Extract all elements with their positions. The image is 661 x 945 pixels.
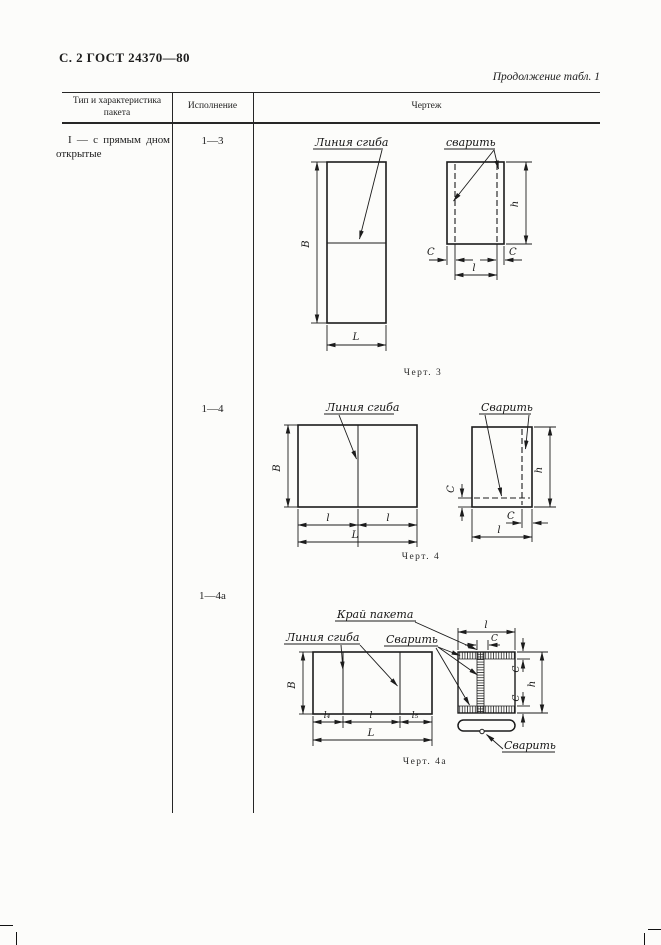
variant-1-4a: 1—4а xyxy=(199,590,226,602)
dim-C-left-label: С xyxy=(427,247,435,258)
package-edge-label: Край пакета xyxy=(337,608,414,621)
weld-leader-2 xyxy=(494,150,499,169)
variant-1-3: 1—3 xyxy=(201,135,224,147)
fold-line-leader xyxy=(360,150,383,239)
crop-mark-bottom-left-h xyxy=(0,925,13,926)
dim-B-label: В xyxy=(301,240,312,248)
fold-line-label: Линия сгиба xyxy=(315,136,389,149)
dim-h-label: h xyxy=(534,466,545,474)
dim-C-left-label: С xyxy=(446,485,457,493)
dim-h-label: h xyxy=(510,200,521,208)
dim-h-label: h xyxy=(527,680,538,688)
crop-mark-bottom-right-v xyxy=(644,933,645,945)
column-header-variant: Исполнение xyxy=(187,101,238,111)
weld-bottom-label: Сварить xyxy=(504,739,556,752)
weld-bottom-leader xyxy=(487,735,504,750)
dim-C-band-bottom-label: С xyxy=(512,694,522,702)
crop-mark-bottom-right-h xyxy=(648,929,661,930)
table-top-rule xyxy=(62,92,600,93)
dim-C-top-small-label: С xyxy=(491,634,498,644)
dim-l5-label: l₅ xyxy=(411,711,419,721)
drawing-chert-4a xyxy=(253,588,600,775)
dim-B-label: В xyxy=(272,464,283,472)
dim-l-label: l xyxy=(497,525,501,536)
weld-seam-center xyxy=(477,652,484,713)
drawing-chert-3 xyxy=(253,128,600,378)
weld-label: Сварить xyxy=(481,401,533,414)
dim-L-label: L xyxy=(367,728,375,739)
fold-line-label: Линия сгиба xyxy=(286,631,360,644)
weld-spot xyxy=(480,729,484,733)
dim-C-bottom-label: С xyxy=(507,511,515,522)
table-continuation-note: Продолжение табл. 1 xyxy=(492,71,600,83)
column-header-type: Тип и характеристика пакета xyxy=(72,96,162,118)
dim-L-label: L xyxy=(351,530,359,541)
fold-line-label: Линия сгиба xyxy=(326,401,400,414)
page-title: С. 2 ГОСТ 24370—80 xyxy=(59,50,190,65)
table-header-rule xyxy=(62,122,600,124)
weld-seam-bottom xyxy=(458,706,515,713)
package-type-cell: I — с прямым дном открытые xyxy=(56,134,170,160)
dim-l-left-label: l xyxy=(326,513,330,524)
weld-seam-top xyxy=(458,652,515,659)
dim-C-band-top-label: С xyxy=(512,665,522,673)
dim-l4-label: l₄ xyxy=(323,711,331,721)
drawing-chert-4 xyxy=(253,395,600,555)
weld-leader-1 xyxy=(454,150,495,201)
dim-C-right-label: С xyxy=(509,247,517,258)
sleeve-outline xyxy=(458,720,515,731)
dim-l-top-label: l xyxy=(484,620,488,631)
table-divider-1 xyxy=(172,92,173,813)
fold-line-leader-2 xyxy=(360,645,398,686)
fold-line-leader xyxy=(339,415,357,459)
column-header-drawing: Чертеж xyxy=(411,101,442,111)
dim-l-mid-label: l xyxy=(369,711,373,721)
package-outline xyxy=(458,652,515,713)
dim-l-right-label: l xyxy=(386,513,390,524)
dim-B-label: В xyxy=(287,681,298,689)
blank-outline xyxy=(313,652,432,714)
weld-label: Сварить xyxy=(386,633,438,646)
variant-1-4: 1—4 xyxy=(201,403,224,415)
caption-chert-4: Черт. 4 xyxy=(401,552,441,562)
package-outline xyxy=(472,427,532,507)
weld-leader-1 xyxy=(438,647,460,656)
caption-chert-4a: Черт. 4а xyxy=(402,757,448,767)
weld-label: сварить xyxy=(446,136,496,149)
crop-mark-bottom-left-v xyxy=(16,932,17,945)
caption-chert-3: Черт. 3 xyxy=(403,368,443,378)
weld-leader-2 xyxy=(526,415,530,449)
dim-l-label: l xyxy=(472,263,476,274)
dim-L-label: L xyxy=(352,332,360,343)
